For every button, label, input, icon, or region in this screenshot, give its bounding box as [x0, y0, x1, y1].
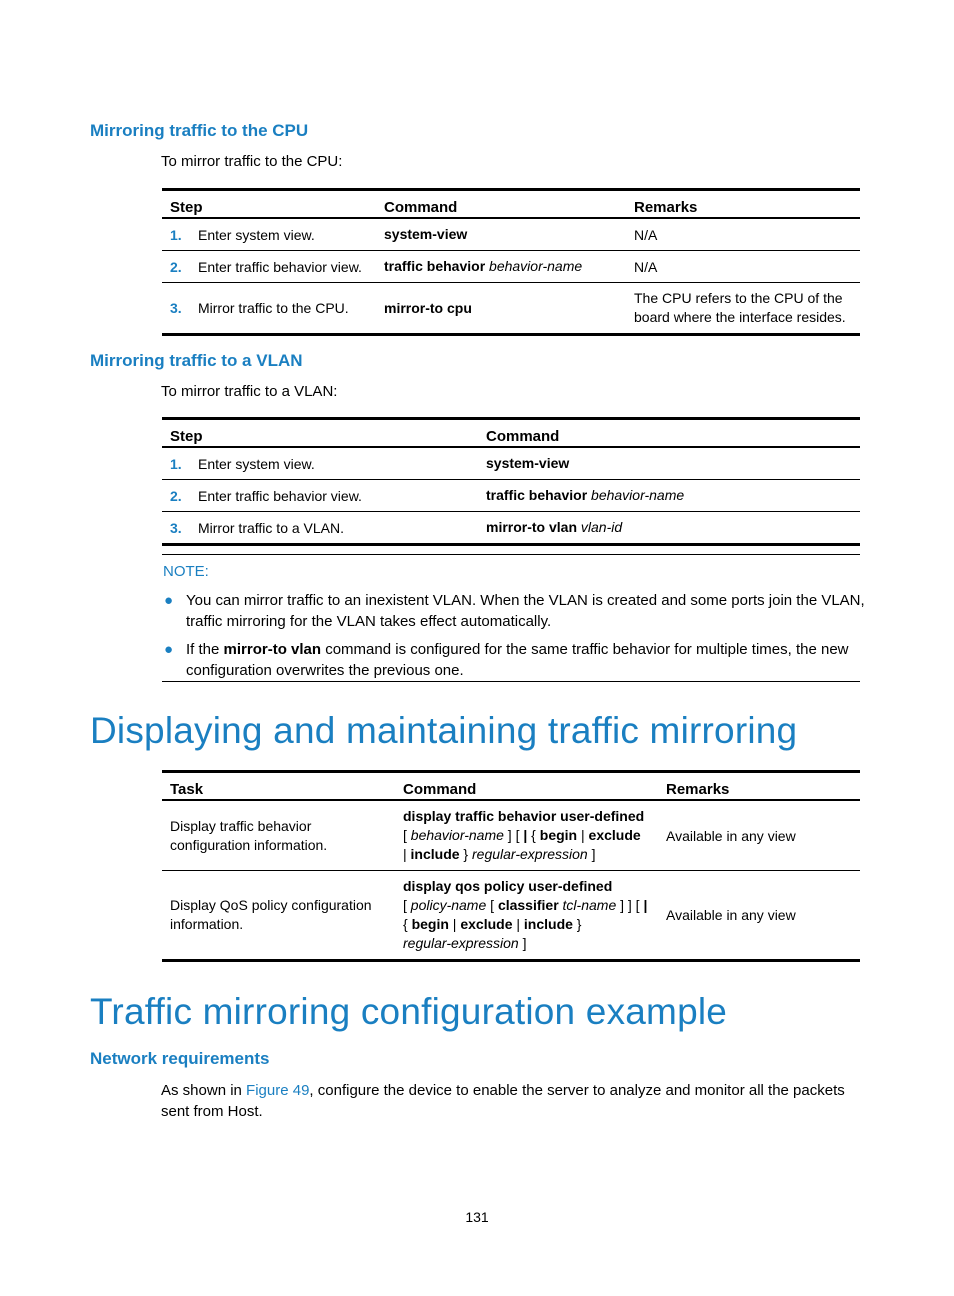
- bullet-dot-icon: ●: [164, 641, 174, 658]
- command-keyword: system-view: [384, 226, 468, 242]
- table-row: [162, 800, 860, 871]
- section-heading-cpu: Mirroring traffic to the CPU: [90, 121, 309, 140]
- display-commands-table: [162, 770, 860, 962]
- command-argument: behavior-name: [591, 487, 685, 503]
- header-remarks: Remarks: [626, 190, 860, 219]
- note-bullet-text-pre: If the: [186, 641, 224, 658]
- header-step: Step: [162, 419, 478, 448]
- note-bullet-text: You can mirror traffic to an inexistent VLAN. When the VLAN is created and some ports join the VLAN, traffic mirroring for the VLAN takes effect automatically.: [186, 592, 865, 630]
- table-row: [162, 512, 860, 545]
- note-bullet: [164, 639, 866, 681]
- note-bullet-command: mirror-to vlan: [223, 641, 322, 658]
- table-row: [162, 871, 860, 961]
- header-command: Command: [376, 190, 626, 219]
- table-row: [162, 283, 860, 335]
- command-argument: behavior-name: [489, 258, 583, 274]
- remarks-cell: N/A: [626, 251, 860, 283]
- step-number: 3.: [170, 519, 182, 536]
- step-text: Mirror traffic to the CPU.: [198, 300, 349, 316]
- remarks-cell: Available in any view: [658, 871, 860, 961]
- para-text-post: , configure the device to enable the server to analyze and monitor all the packets sent from Host.: [161, 1082, 845, 1120]
- header-step: Step: [162, 190, 376, 219]
- note-label: NOTE:: [163, 563, 209, 580]
- figure-link[interactable]: Figure 49: [246, 1082, 310, 1099]
- table-row: [162, 447, 860, 480]
- command-keyword: system-view: [486, 455, 570, 471]
- command-argument: vlan-id: [580, 519, 623, 535]
- page-number: 131: [465, 1209, 489, 1225]
- note-box: [162, 554, 865, 682]
- task-cell: Display traffic behavior configuration information.: [162, 800, 395, 871]
- section-heading-network-requirements: Network requirements: [90, 1049, 270, 1068]
- command-keyword: traffic behavior: [486, 487, 588, 503]
- note-bullet: [164, 590, 866, 632]
- header-command: Command: [395, 772, 658, 801]
- table-header-row: [162, 772, 860, 801]
- header-command: Command: [478, 419, 860, 448]
- table-row: [162, 251, 860, 283]
- header-task: Task: [162, 772, 395, 801]
- table-row: [162, 480, 860, 512]
- chapter-heading-display: Displaying and maintaining traffic mirroring: [90, 710, 798, 751]
- step-text: Enter system view.: [198, 455, 315, 472]
- command-keyword: mirror-to vlan: [486, 519, 578, 535]
- table-row: [162, 218, 860, 251]
- step-number: 2.: [170, 487, 182, 504]
- command-cell: display traffic behavior user-defined [ behavior-name ] [ | { begin | exclude | include } regular-expression ]: [395, 800, 658, 871]
- remarks-cell: N/A: [626, 218, 860, 251]
- header-remarks: Remarks: [658, 772, 860, 801]
- step-number: 2.: [170, 258, 182, 275]
- step-text: Enter system view.: [198, 226, 315, 243]
- table-header-row: [162, 419, 860, 448]
- para-text-pre: As shown in: [161, 1082, 247, 1099]
- table-header-row: [162, 190, 860, 219]
- task-cell: Display QoS policy configuration information.: [162, 871, 395, 961]
- step-number: 3.: [170, 300, 182, 316]
- cpu-steps-table: [162, 188, 860, 336]
- section-heading-vlan: Mirroring traffic to a VLAN: [90, 351, 303, 370]
- intro-text-vlan: To mirror traffic to a VLAN:: [161, 383, 338, 400]
- step-number: 1.: [170, 455, 182, 472]
- step-text: Enter traffic behavior view.: [198, 258, 362, 275]
- step-text: Mirror traffic to a VLAN.: [198, 519, 345, 536]
- chapter-heading-example: Traffic mirroring configuration example: [90, 991, 728, 1032]
- vlan-steps-table: [162, 417, 860, 546]
- command-cell: display qos policy user-defined [ policy-name [ classifier tcl-name ] ] [ | { begin | exclude | include } regular-expression ]: [395, 871, 658, 961]
- remarks-cell: Available in any view: [658, 800, 860, 871]
- command-keyword: traffic behavior: [384, 258, 486, 274]
- remarks-cell: The CPU refers to the CPU of the board where the interface resides.: [626, 283, 860, 335]
- step-text: Enter traffic behavior view.: [198, 487, 362, 504]
- intro-text-cpu: To mirror traffic to the CPU:: [161, 153, 343, 170]
- step-number: 1.: [170, 226, 182, 243]
- network-requirements-paragraph: [161, 1080, 871, 1122]
- command-keyword: mirror-to cpu: [384, 299, 472, 316]
- bullet-dot-icon: ●: [164, 592, 174, 609]
- note-bullet-text-post: command is configured for the same traffic behavior for multiple times, the new configuration overwrites the previous one.: [186, 641, 849, 679]
